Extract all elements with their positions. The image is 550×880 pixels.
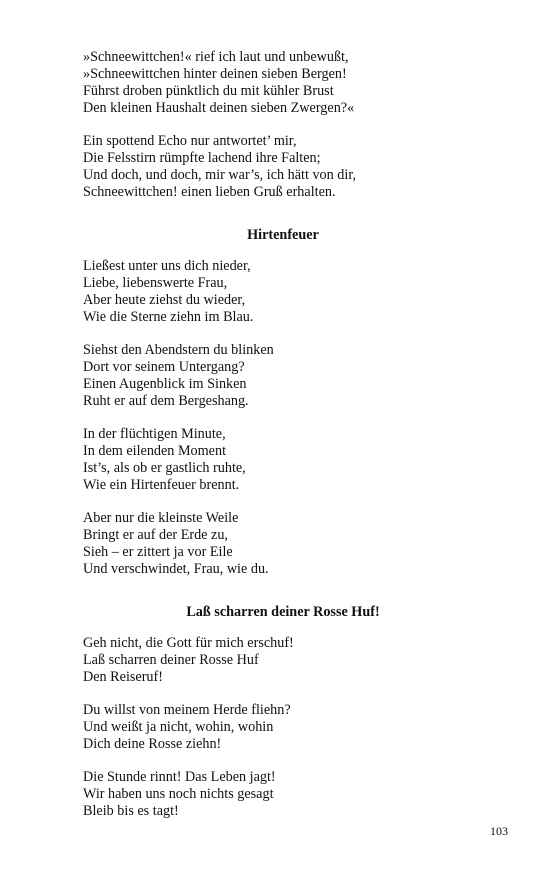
verse-line: In dem eilenden Moment: [83, 443, 227, 459]
verse-line: Wir haben uns noch nichts gesagt: [83, 786, 274, 802]
verse-line: Ließest unter uns dich nieder,: [83, 258, 251, 274]
verse-line: Und weißt ja nicht, wohin, wohin: [83, 719, 274, 735]
verse-line: Ein spottend Echo nur antwortet’ mir,: [83, 133, 297, 149]
page-content: [83, 49, 483, 836]
poem-rosse-huf: [83, 604, 483, 820]
verse-line: »Schneewittchen!« rief ich laut und unbewußt,: [83, 49, 349, 65]
verse-line: Führst droben pünktlich du mit kühler Brust: [83, 83, 334, 99]
verse-line: Ist’s, als ob er gastlich ruhte,: [83, 460, 246, 476]
verse-line: Sieh – er zittert ja vor Eile: [83, 544, 233, 560]
verse-line: Die Felsstirn rümpfte lachend ihre Falten;: [83, 150, 321, 166]
stanza: [83, 510, 483, 578]
verse-line: Du willst von meinem Herde fliehn?: [83, 702, 291, 718]
verse-line: Ruht er auf dem Bergeshang.: [83, 393, 249, 409]
stanza: [83, 258, 483, 326]
verse-line: Schneewittchen! einen lieben Gruß erhalten.: [83, 184, 336, 200]
stanza: [83, 426, 483, 494]
verse-line: Und doch, und doch, mir war’s, ich hätt von dir,: [83, 167, 357, 183]
verse-line: Den Reiseruf!: [83, 669, 163, 685]
verse-line: Dort vor seinem Untergang?: [83, 359, 245, 375]
verse-line: Geh nicht, die Gott für mich erschuf!: [83, 635, 294, 651]
verse-line: Dich deine Rosse ziehn!: [83, 736, 222, 752]
poem-schneewittchen: [83, 49, 483, 201]
page-number: 103: [490, 824, 508, 838]
verse-line: Bringt er auf der Erde zu,: [83, 527, 228, 543]
verse-line: Siehst den Abendstern du blinken: [83, 342, 274, 358]
verse-line: Wie ein Hirtenfeuer brennt.: [83, 477, 240, 493]
poem-title: Hirtenfeuer: [247, 227, 319, 243]
stanza: [83, 702, 483, 753]
stanza: [83, 635, 483, 686]
verse-line: Wie die Sterne ziehn im Blau.: [83, 309, 254, 325]
verse-line: Die Stunde rinnt! Das Leben jagt!: [83, 769, 276, 785]
verse-line: Einen Augenblick im Sinken: [83, 376, 247, 392]
verse-line: Und verschwindet, Frau, wie du.: [83, 561, 269, 577]
poem-title: Laß scharren deiner Rosse Huf!: [186, 604, 380, 620]
verse-line: »Schneewittchen hinter deinen sieben Bergen!: [83, 66, 347, 82]
verse-line: In der flüchtigen Minute,: [83, 426, 226, 442]
stanza: [83, 49, 483, 117]
verse-line: Laß scharren deiner Rosse Huf: [83, 652, 259, 668]
stanza: [83, 342, 483, 410]
stanza: [83, 769, 483, 820]
stanza: [83, 133, 483, 201]
verse-line: Aber nur die kleinste Weile: [83, 510, 239, 526]
verse-line: Den kleinen Haushalt deinen sieben Zwergen?«: [83, 100, 355, 116]
verse-line: Liebe, liebenswerte Frau,: [83, 275, 228, 291]
verse-line: Aber heute ziehst du wieder,: [83, 292, 246, 308]
verse-line: Bleib bis es tagt!: [83, 803, 179, 819]
poem-hirtenfeuer: [83, 227, 483, 578]
